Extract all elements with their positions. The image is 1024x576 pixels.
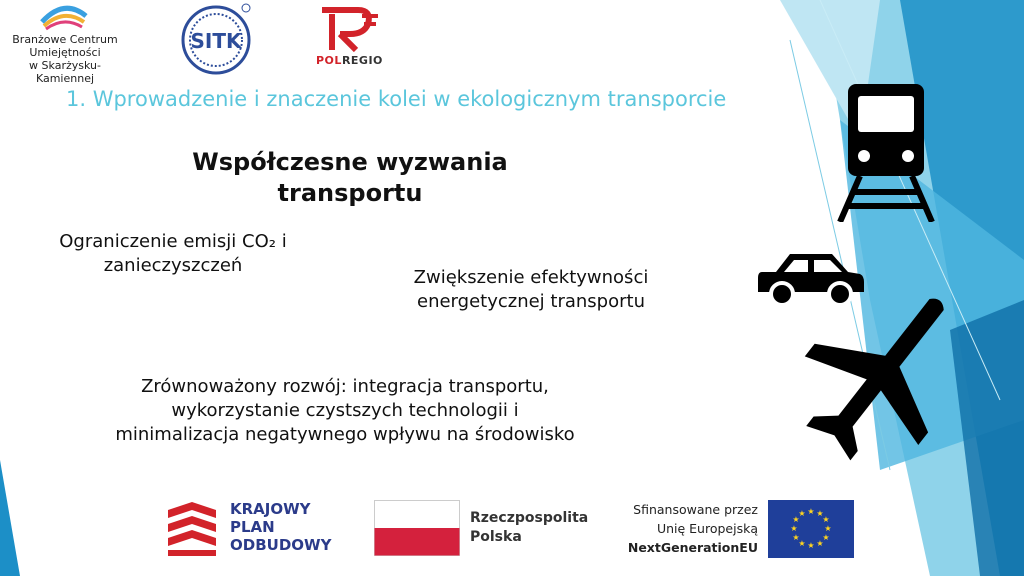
section-heading: Współczesne wyzwania transportu — [192, 148, 508, 207]
bcu-logo-text: Branżowe Centrum Umiejętności w Skarżysku-Kamiennej — [12, 33, 118, 85]
slide-title: 1. Wprowadzenie i znaczenie kolei w ekologicznym transporcie — [66, 87, 727, 111]
point-sustainable: Zrównoważony rozwój: integracja transportu, wykorzystanie czystszych technologii i minimalizacja negatywnego wpływu na środowisko — [115, 376, 575, 445]
kpo-logo-icon — [166, 500, 220, 556]
svg-text:★: ★ — [792, 515, 800, 524]
point-efficiency: Zwiększenie efektywności energetycznej transportu — [413, 267, 649, 312]
kpo-logo-text: KRAJOWY PLAN ODBUDOWY — [230, 500, 332, 554]
train-icon — [836, 84, 936, 222]
svg-text:★: ★ — [822, 515, 830, 524]
svg-text:SITK: SITK — [190, 29, 242, 53]
polregio-logo-text: POLREGIO — [316, 54, 383, 67]
point-emissions: Ograniczenie emisji CO₂ i zanieczyszczeń — [59, 231, 287, 276]
sitk-logo-icon — [180, 2, 254, 76]
svg-text:★: ★ — [822, 533, 830, 542]
polish-flag-icon — [374, 500, 460, 556]
svg-text:★: ★ — [792, 533, 800, 542]
eu-funding-text: Sfinansowane przez Unię Europejską NextGenerationEU — [627, 502, 758, 555]
rp-logo-text: Rzeczpospolita Polska — [470, 510, 589, 545]
airplane-icon — [800, 284, 960, 470]
svg-text:★: ★ — [816, 539, 824, 548]
svg-text:★: ★ — [807, 507, 815, 516]
svg-text:★: ★ — [824, 524, 832, 533]
svg-text:★: ★ — [798, 509, 806, 518]
svg-text:★: ★ — [807, 541, 815, 550]
eu-flag-icon — [768, 500, 854, 558]
svg-text:★: ★ — [798, 539, 806, 548]
polregio-logo-icon — [318, 6, 380, 52]
bcu-logo-icon — [38, 2, 90, 32]
svg-text:★: ★ — [816, 509, 824, 518]
svg-text:★: ★ — [790, 524, 798, 533]
